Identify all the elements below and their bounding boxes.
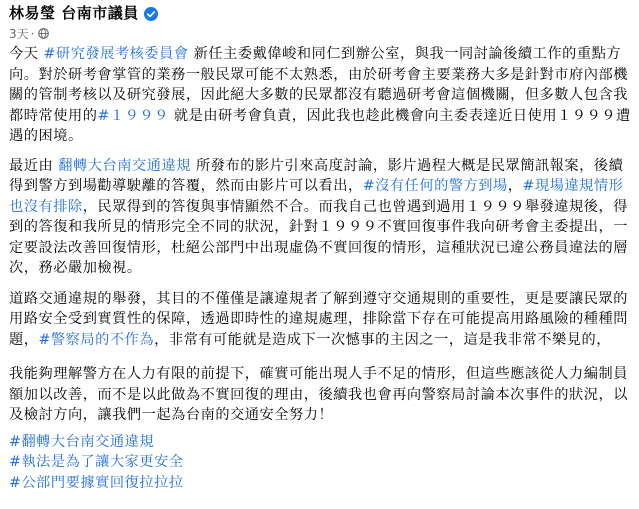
author-name[interactable]: 林易瑩 台南市議員 xyxy=(9,4,139,22)
paragraph-text: 就是由研考會負責，因此我也趁此機會向主委表達近日使用１９９９遭遇的困境。 xyxy=(9,107,631,144)
author-line xyxy=(9,2,158,23)
hashtag-link[interactable]: #執法是為了讓大家更安全 xyxy=(9,454,184,470)
paragraph-text: 最近由 xyxy=(9,157,59,174)
meta-separator: · xyxy=(30,26,35,41)
verified-badge-icon xyxy=(144,6,158,20)
paragraph-text: 新任主委戴偉峻和同仁到辦公室，與我一同討論後續工作的重點方向。對於研考會掌管的業務一般民眾可能不太熟悉，由於研考會主要業務大多是針對市府內部機關的管制考核以及研究發展，因此絕大多數的民眾都沒有聽過研考會這個機關，但多數人包含我都時常使用的 xyxy=(9,46,628,124)
post-header xyxy=(9,0,631,44)
paragraph-text: ，非常有可能就是造成下一次憾事的主因之一，這是我非常不樂見的， xyxy=(154,331,611,348)
post-paragraph xyxy=(9,289,631,351)
hashtag-link[interactable]: #沒有任何的警方到場 xyxy=(362,178,508,194)
hashtag-link[interactable]: #研究發展考核委員會 xyxy=(43,46,189,62)
hashtag-link[interactable]: #１９９９ xyxy=(97,107,169,124)
post-paragraph xyxy=(9,364,631,426)
post-time[interactable]: 3天 xyxy=(9,27,29,41)
hashtag-link[interactable]: #翻轉大台南交通違規 xyxy=(9,433,155,450)
paragraph-text: 所發布的影片引來高度討論，影片過程大概是民眾簡訊報案，後續得到警方到場勸導駛離的答覆，然而由影片可以看出， xyxy=(9,157,624,194)
paragraph-text: 道路交通違規的舉發，其目的不僅僅是讓違規者了解到遵守交通規則的重要性，更是要讓民眾的用路安全受到實質性的保障，透過即時性的違規處理，排除當下存在可能提高用路風險的種種問題， xyxy=(9,290,628,348)
paragraph-text: ，民眾得到的答復與事情顯然不合。而我自己也曾遇到過用１９９９舉發違規後，得到的答復和我所見的情形完全不同的狀況，針對１９９９不實回復事件我向研考會主委提出，一定要設法改善回復情形，杜絕公部門中出現虛偽不實回復的情形，這種狀況已違公務員違法的層次，務必嚴加檢視。 xyxy=(9,198,628,276)
hashtag-link[interactable]: #現場違規情形也沒有排除 xyxy=(9,178,624,215)
post-paragraph xyxy=(9,156,631,279)
paragraph-text: 我能夠理解警方在人力有限的前提下，確實可能出現人手不足的情形，但這些應該從人力編制員額加以改善，而不是以此做為不實回復的理由，後續我也會再向警察局討論本次事件的狀況，以及檢討方向，讓我們一起為台南的交通安全努力！ xyxy=(9,366,628,423)
post-paragraph xyxy=(9,44,631,147)
paragraph-text: ， xyxy=(507,178,523,194)
post-meta xyxy=(9,25,49,42)
globe-icon[interactable] xyxy=(38,28,49,39)
hashtag-link[interactable]: 翻轉大台南交通違規 xyxy=(58,157,191,174)
paragraph-text: 今天 xyxy=(9,46,44,62)
hashtag-link[interactable]: #公部門要據實回復拉拉拉 xyxy=(9,474,184,491)
post-body xyxy=(9,44,631,426)
hashtag-link[interactable]: #警察局的不作為 xyxy=(38,331,155,348)
post-hashtags xyxy=(9,432,631,494)
